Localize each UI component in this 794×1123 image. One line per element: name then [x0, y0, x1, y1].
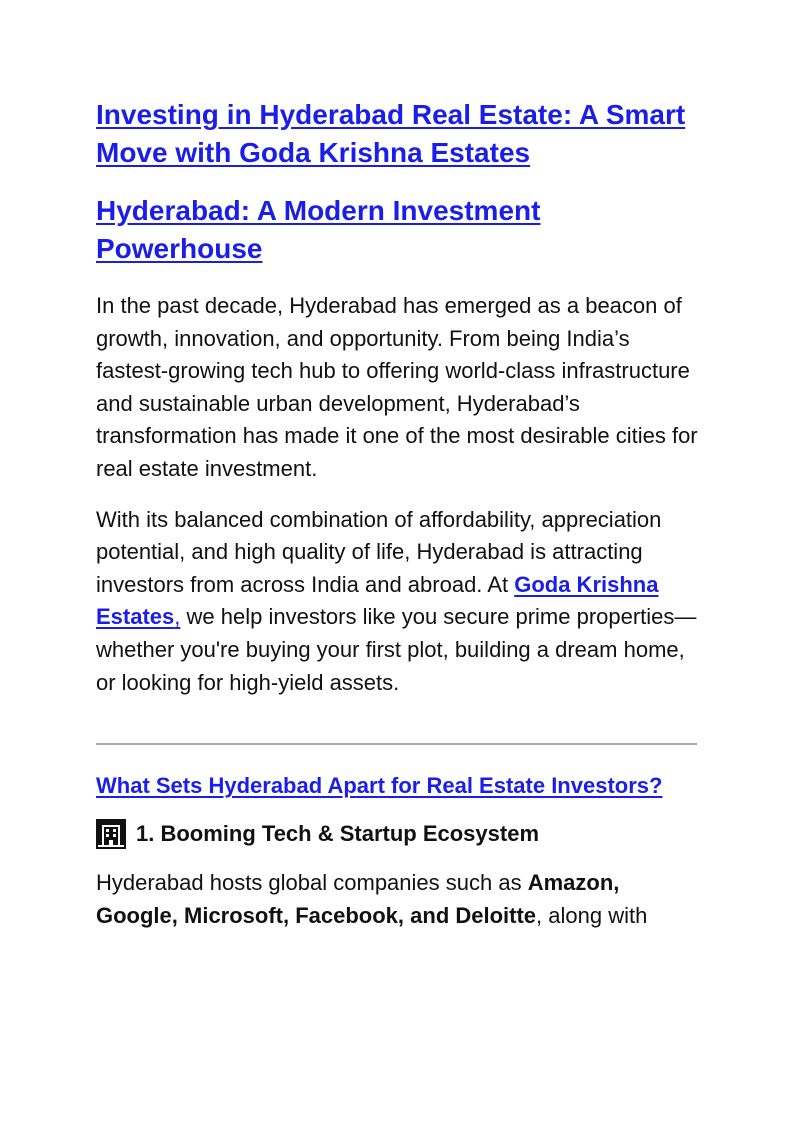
section-title [96, 192, 700, 268]
section-title-link[interactable] [96, 195, 540, 264]
tech-text-before: Hyderabad hosts global companies such as [96, 870, 528, 896]
goda-krishna-link-label: Goda Krishna Estates [96, 571, 659, 630]
booming-tech-heading [96, 819, 700, 849]
investors-text-after: we help investors like you secure prime properties—whether you're buying your first plot, building a dream home, or looking for high-yield assets. [96, 604, 697, 695]
horizontal-divider [96, 743, 697, 745]
intro-paragraph: In the past decade, Hyderabad has emerged as a beacon of growth, innovation, and opportunity. From being India’s fastest-growing tech hub to offering world-class infrastructure and sustainable urban development, Hyderabad’s transformation has made it one of the most desirable cities for real estate investment. [96, 293, 698, 481]
title-line-2: Move with Goda Krishna Estates [96, 137, 531, 168]
document-page [96, 96, 700, 932]
what-sets-heading [96, 771, 700, 801]
title-line-1: Investing in Hyderabad Real Estate: A Smart [96, 99, 686, 130]
booming-tech-heading-label: 1. Booming Tech & Startup Ecosystem [136, 821, 540, 847]
office-building-icon [96, 819, 126, 849]
what-sets-heading-link[interactable]: What Sets Hyderabad Apart for Real Estate Investors? [96, 773, 663, 799]
investors-text-before: With its balanced combination of affordability, appreciation potential, and high quality of life, Hyderabad is attracting investors from across India and abroad. At [96, 506, 662, 597]
office-building-icon-svg [96, 819, 126, 849]
investors-paragraph [96, 504, 700, 700]
goda-krishna-link-comma: , [174, 604, 181, 630]
subtitle-line-1: Hyderabad: A Modern Investment [96, 195, 541, 226]
subtitle-line-2: Powerhouse [96, 233, 263, 264]
article-title-link[interactable] [96, 99, 685, 168]
article-title [96, 96, 700, 172]
tech-paragraph [96, 867, 700, 932]
company-list: Amazon, Google, Microsoft, Facebook, and Deloitte [96, 870, 620, 928]
tech-text-after: , along with [536, 902, 648, 928]
